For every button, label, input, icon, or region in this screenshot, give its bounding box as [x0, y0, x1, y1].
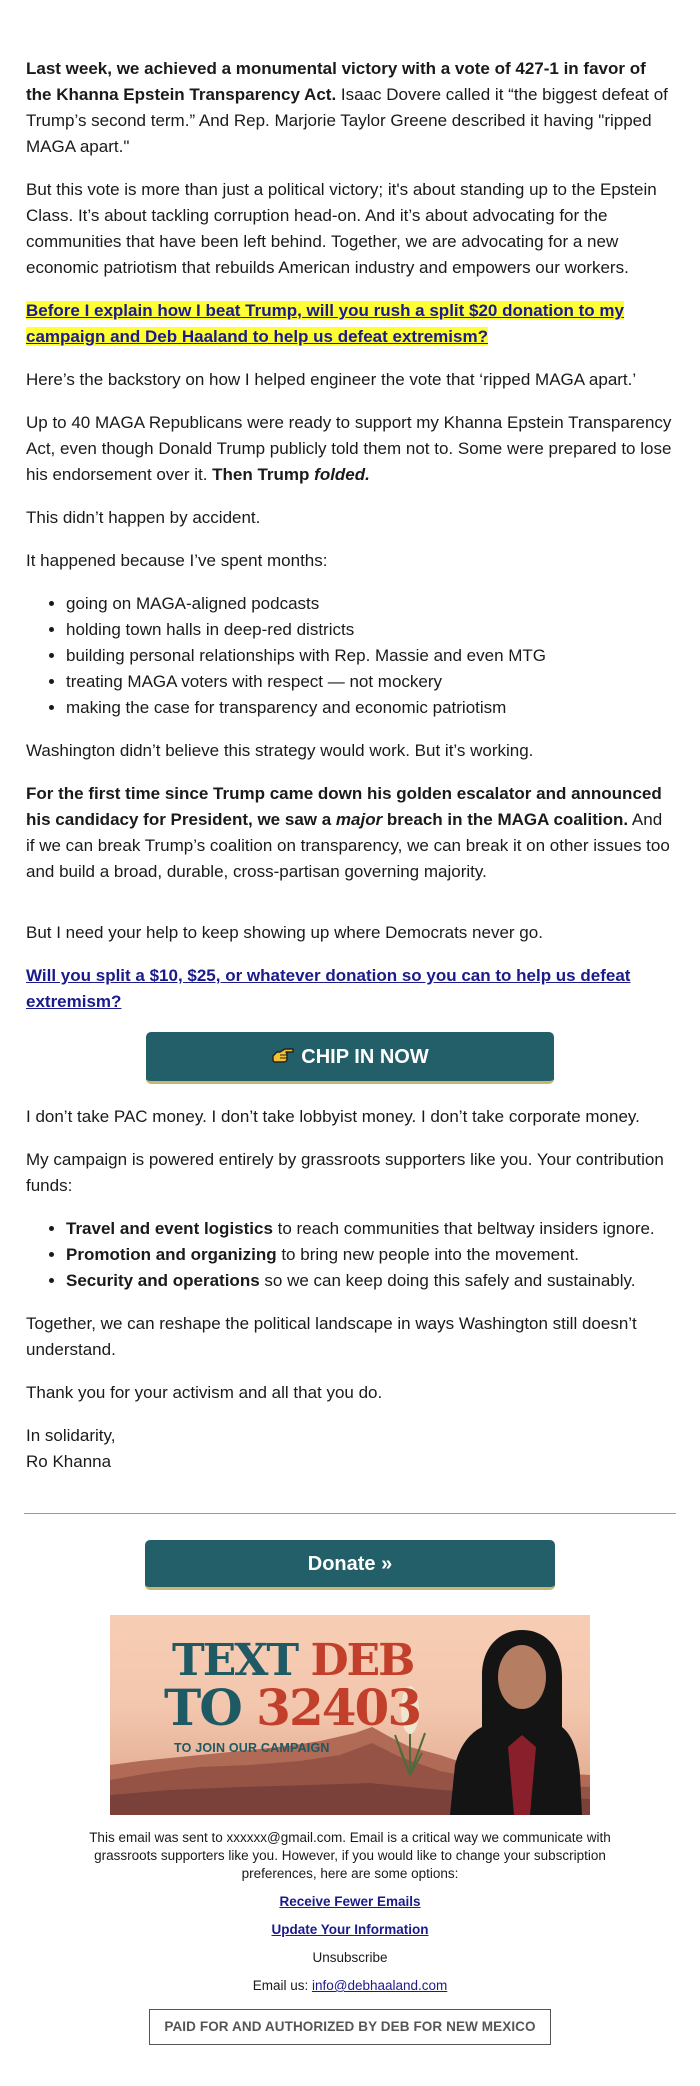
- banner-text-word: TEXT: [172, 1635, 311, 1686]
- paragraph-epstein-class: But this vote is more than just a political victory; it's about standing up to the Epstein Class. It’s about tackling corruption head-on. And it’s about advocating for the communities that have been left behind. Together, we are advocating for a new economic patriotism that rebuilds American industry and empowers our workers.: [26, 180, 657, 277]
- signature-block: [26, 1423, 674, 1475]
- list-item: • holding town halls in deep-red districts: [66, 617, 674, 643]
- spacer: [26, 902, 674, 920]
- banner-subline: TO JOIN OUR CAMPAIGN: [174, 1741, 330, 1755]
- list-item-bold: Security and operations: [66, 1271, 260, 1290]
- major-bold-italic: major: [335, 810, 383, 829]
- chip-in-wrapper: [26, 1032, 674, 1084]
- list-item-bold: Travel and event logistics: [66, 1219, 273, 1238]
- list-item: • going on MAGA-aligned podcasts: [66, 591, 674, 617]
- signer-name: Ro Khanna: [26, 1452, 112, 1471]
- paid-for-disclaimer: PAID FOR AND AUTHORIZED BY DEB FOR NEW MEXICO: [149, 2009, 551, 2045]
- update-information-link[interactable]: Update Your Information: [271, 1922, 429, 1937]
- donation-ask-1: [26, 298, 674, 350]
- split-20-donation-link[interactable]: Before I explain how I beat Trump, will you rush a split $20 donation to my campaign and Deb Haaland to help us defeat extremism?: [26, 301, 624, 346]
- donation-ask-2: [26, 963, 674, 1015]
- footer-notice: This email was sent to xxxxxx@gmail.com. Email is a critical way we communicate with grassroots supporters like you. However, if you would like to change your subscription preferences, here are some options:: [89, 1830, 611, 1881]
- paragraph-maga-breach: [26, 781, 674, 885]
- chip-in-now-button[interactable]: [146, 1032, 554, 1084]
- footer-email-row: [70, 1977, 630, 1995]
- banner-headline-line1: [172, 1635, 414, 1686]
- intro-rest: Isaac Dovere called it “the biggest defeat of Trump’s second term.” And Rep. Marjorie Taylor Greene described it having "ripped MAGA apart.": [26, 85, 668, 156]
- footer-link-row: [70, 1921, 630, 1939]
- list-item-text: so we can keep doing this safely and sustainably.: [259, 1271, 636, 1290]
- paragraph-thank-you: Thank you for your activism and all that you do.: [26, 1383, 383, 1402]
- paragraph-maga-republicans: [26, 410, 674, 488]
- paragraph-not-accident: This didn’t happen by accident.: [26, 508, 261, 527]
- paragraph-spent-months: It happened because I’ve spent months:: [26, 551, 328, 570]
- paragraph-no-pac: I don’t take PAC money. I don’t take lobbyist money. I don’t take corporate money.: [26, 1107, 640, 1126]
- donate-wrapper: [0, 1540, 700, 1590]
- receive-fewer-emails-link[interactable]: Receive Fewer Emails: [279, 1894, 421, 1909]
- paragraph-need-help: But I need your help to keep showing up where Democrats never go.: [26, 923, 543, 942]
- donate-button[interactable]: Donate »: [145, 1540, 555, 1590]
- breach-rest: And if we can break Trump’s coalition on transparency, we can break it on other issues too and build a broad, durable, cross-partisan governing majority.: [26, 810, 670, 881]
- unsubscribe-link[interactable]: Unsubscribe: [312, 1950, 388, 1965]
- text-deb-banner[interactable]: [110, 1615, 590, 1815]
- divider: [24, 1513, 676, 1514]
- paragraph-backstory: Here’s the backstory on how I helped engineer the vote that ‘ripped MAGA apart.’: [26, 370, 637, 389]
- list-item: • making the case for transparency and economic patriotism: [66, 695, 674, 721]
- intro-bold: Last week, we achieved a monumental victory with a vote of 427-1 in favor of the Khanna Epstein Transparency Act.: [26, 59, 646, 104]
- breach-bold-1: For the first time since Trump came down his golden escalator and announced his candidacy for President, we saw a: [26, 784, 662, 829]
- email-footer: [0, 1815, 700, 1995]
- list-item-text: to bring new people into the movement.: [276, 1245, 580, 1264]
- list-item-text: to reach communities that beltway insiders ignore.: [272, 1219, 655, 1238]
- banner-to-word: TO: [164, 1678, 257, 1737]
- strategy-list: [26, 591, 674, 721]
- footer-link-row: [70, 1893, 630, 1911]
- paragraph-washington-doubt: Washington didn’t believe this strategy would work. But it’s working.: [26, 741, 534, 760]
- paragraph-reshape: Together, we can reshape the political landscape in ways Washington still doesn’t understand.: [26, 1314, 637, 1359]
- list-item: • building personal relationships with Rep. Massie and even MTG: [66, 643, 674, 669]
- split-donation-link[interactable]: Will you split a $10, $25, or whatever donation so you can to help us defeat extremism?: [26, 966, 631, 1011]
- then-trump-bold: Then Trump: [212, 465, 315, 484]
- maga-republicans-text: Up to 40 MAGA Republicans were ready to support my Khanna Epstein Transparency Act, even though Donald Trump publicly told them not to. Some were prepared to lose his endorsement over it.: [26, 413, 672, 484]
- footer-link-row: [70, 1949, 630, 1967]
- intro-paragraph: [26, 56, 674, 160]
- list-item: [66, 1268, 674, 1294]
- folded-bold-italic: folded.: [314, 465, 370, 484]
- banner-headline-line2: [164, 1678, 421, 1737]
- paragraph-grassroots: My campaign is powered entirely by grassroots supporters like you. Your contribution funds:: [26, 1150, 664, 1195]
- list-item: [66, 1216, 674, 1242]
- banner-keyword: DEB: [310, 1635, 414, 1686]
- breach-bold-2: breach in the MAGA coalition.: [382, 810, 629, 829]
- banner-shortcode: 32403: [256, 1678, 421, 1737]
- email-us-label: Email us:: [252, 1978, 312, 1993]
- list-item-bold: Promotion and organizing: [66, 1245, 277, 1264]
- closing: In solidarity,: [26, 1426, 116, 1445]
- list-item: • treating MAGA voters with respect — not mockery: [66, 669, 674, 695]
- chip-in-now-label: CHIP IN NOW: [301, 1046, 429, 1068]
- contact-email-link[interactable]: info@debhaaland.com: [311, 1978, 448, 1993]
- list-item: [66, 1242, 674, 1268]
- pointing-hand-icon: [271, 1033, 295, 1083]
- funds-list: [26, 1216, 674, 1294]
